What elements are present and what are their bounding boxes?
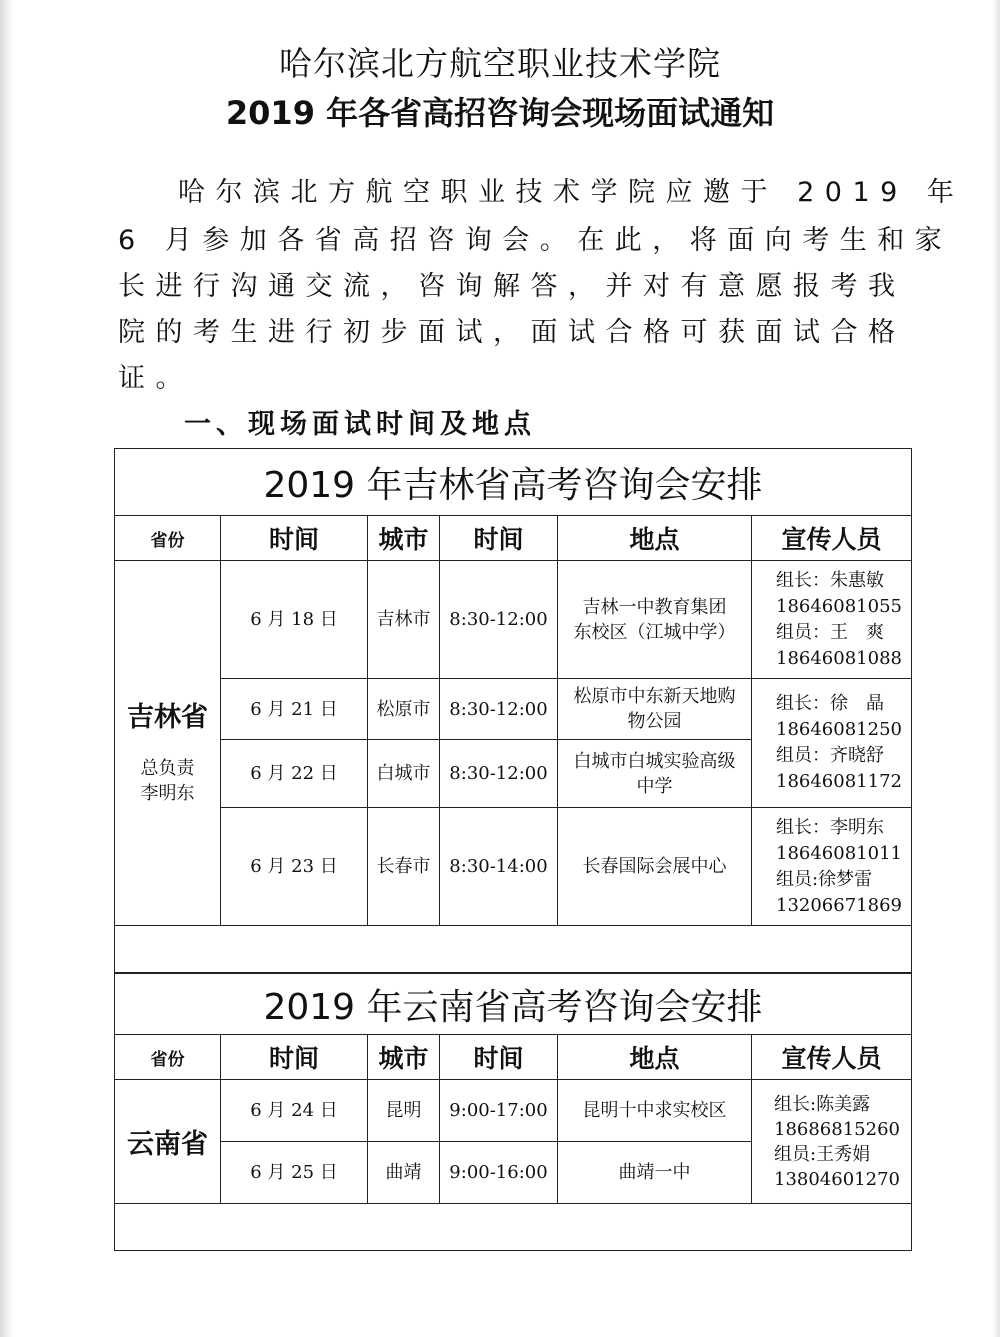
city-cell: 曲靖 bbox=[368, 1142, 440, 1204]
header-city: 城市 bbox=[368, 1035, 440, 1080]
province-name: 吉林省 bbox=[127, 701, 208, 733]
intro-line: 哈尔滨北方航空职业技术学院应邀于 2019 年 bbox=[178, 177, 965, 208]
document-title: 2019 年各省高招咨询会现场面试通知 bbox=[225, 94, 775, 132]
section-heading: 一、现场面试时间及地点 bbox=[184, 409, 536, 440]
date-cell: 6 月 25 日 bbox=[221, 1142, 368, 1204]
staff-line: 18646081172 bbox=[776, 771, 902, 792]
empty-row bbox=[115, 926, 912, 973]
date-cell: 6 月 18 日 bbox=[221, 561, 368, 679]
staff-line: 18646081055 bbox=[776, 595, 902, 617]
province-note-line: 总负责 bbox=[140, 757, 195, 779]
province-note-line: 李明东 bbox=[140, 782, 195, 804]
city-cell: 松原市 bbox=[368, 679, 440, 740]
place-line: 物公园 bbox=[627, 711, 682, 732]
staff-line: 组长：朱惠敏 bbox=[776, 569, 884, 591]
staff-cell bbox=[752, 808, 912, 926]
staff-line: 18646081250 bbox=[776, 719, 902, 740]
header-province: 省份 bbox=[115, 1035, 221, 1080]
city-cell: 吉林市 bbox=[368, 561, 440, 679]
place-line: 松原市中东新天地购 bbox=[573, 686, 736, 707]
place-line: 东校区（江城中学） bbox=[573, 621, 736, 643]
staff-line: 组长:陈美露 bbox=[774, 1093, 871, 1115]
intro-line: 长进行沟通交流，咨询解答，并对有意愿报考我 bbox=[118, 271, 906, 302]
time-cell: 8:30-12:00 bbox=[440, 740, 558, 808]
date-cell: 6 月 21 日 bbox=[221, 679, 368, 740]
school-name: 哈尔滨北方航空职业技术学院 bbox=[279, 44, 721, 83]
time-cell: 9:00-16:00 bbox=[440, 1142, 558, 1204]
place-line: 中学 bbox=[636, 775, 673, 797]
staff-line: 组长：徐 晶 bbox=[776, 693, 884, 714]
staff-cell bbox=[752, 1080, 912, 1204]
header-province: 省份 bbox=[115, 516, 221, 561]
date-cell: 6 月 22 日 bbox=[221, 740, 368, 808]
intro-line: 6 月参加各省高招咨询会。在此，将面向考生和家 bbox=[118, 225, 953, 256]
header-time: 时间 bbox=[440, 1035, 558, 1080]
province-note bbox=[115, 756, 220, 806]
staff-line: 18646081011 bbox=[776, 842, 902, 864]
header-place: 地点 bbox=[558, 1035, 752, 1080]
time-cell: 9:00-17:00 bbox=[440, 1080, 558, 1142]
header-date: 时间 bbox=[221, 516, 368, 561]
time-cell: 8:30-14:00 bbox=[440, 808, 558, 926]
staff-line: 13804601270 bbox=[774, 1168, 900, 1190]
place-cell bbox=[558, 561, 752, 679]
staff-cell bbox=[752, 679, 912, 808]
yunnan-schedule-table bbox=[114, 973, 912, 1251]
time-cell: 8:30-12:00 bbox=[440, 679, 558, 740]
time-cell: 8:30-12:00 bbox=[440, 561, 558, 679]
header-city: 城市 bbox=[368, 516, 440, 561]
page-edge-shadow bbox=[0, 0, 14, 1337]
staff-line: 组员:徐梦雷 bbox=[776, 868, 873, 890]
intro-line: 院的考生进行初步面试，面试合格可获面试合格 bbox=[118, 317, 906, 348]
city-cell: 昆明 bbox=[368, 1080, 440, 1142]
empty-row bbox=[115, 1204, 912, 1251]
intro-line: 证。 bbox=[118, 363, 193, 394]
header-staff: 宣传人员 bbox=[752, 516, 912, 561]
jilin-schedule-table bbox=[114, 448, 912, 973]
staff-line: 组员：王 爽 bbox=[776, 621, 884, 643]
header-place: 地点 bbox=[558, 516, 752, 561]
staff-line: 18686815260 bbox=[774, 1118, 900, 1140]
table-title: 2019 年云南省高考咨询会安排 bbox=[115, 974, 912, 1035]
place-cell bbox=[558, 740, 752, 808]
date-cell: 6 月 23 日 bbox=[221, 808, 368, 926]
city-cell: 长春市 bbox=[368, 808, 440, 926]
staff-line: 18646081088 bbox=[776, 647, 902, 669]
header-time: 时间 bbox=[440, 516, 558, 561]
province-cell bbox=[115, 561, 221, 926]
city-cell: 白城市 bbox=[368, 740, 440, 808]
date-cell: 6 月 24 日 bbox=[221, 1080, 368, 1142]
staff-line: 组长：李明东 bbox=[776, 816, 884, 838]
place-cell: 昆明十中求实校区 bbox=[558, 1080, 752, 1142]
page-edge-shadow-right bbox=[992, 0, 1000, 1337]
staff-cell bbox=[752, 561, 912, 679]
place-line: 吉林一中教育集团 bbox=[582, 596, 727, 618]
place-cell: 长春国际会展中心 bbox=[558, 808, 752, 926]
header-staff: 宣传人员 bbox=[752, 1035, 912, 1080]
place-cell bbox=[558, 679, 752, 740]
place-cell: 曲靖一中 bbox=[558, 1142, 752, 1204]
header-date: 时间 bbox=[221, 1035, 368, 1080]
staff-line: 13206671869 bbox=[776, 894, 902, 916]
staff-line: 组员：齐晓舒 bbox=[776, 745, 884, 766]
place-line: 白城市白城实验高级 bbox=[573, 750, 736, 772]
province-cell: 云南省 bbox=[115, 1080, 221, 1204]
table-title: 2019 年吉林省高考咨询会安排 bbox=[115, 449, 912, 516]
staff-line: 组员:王秀娟 bbox=[774, 1143, 871, 1165]
